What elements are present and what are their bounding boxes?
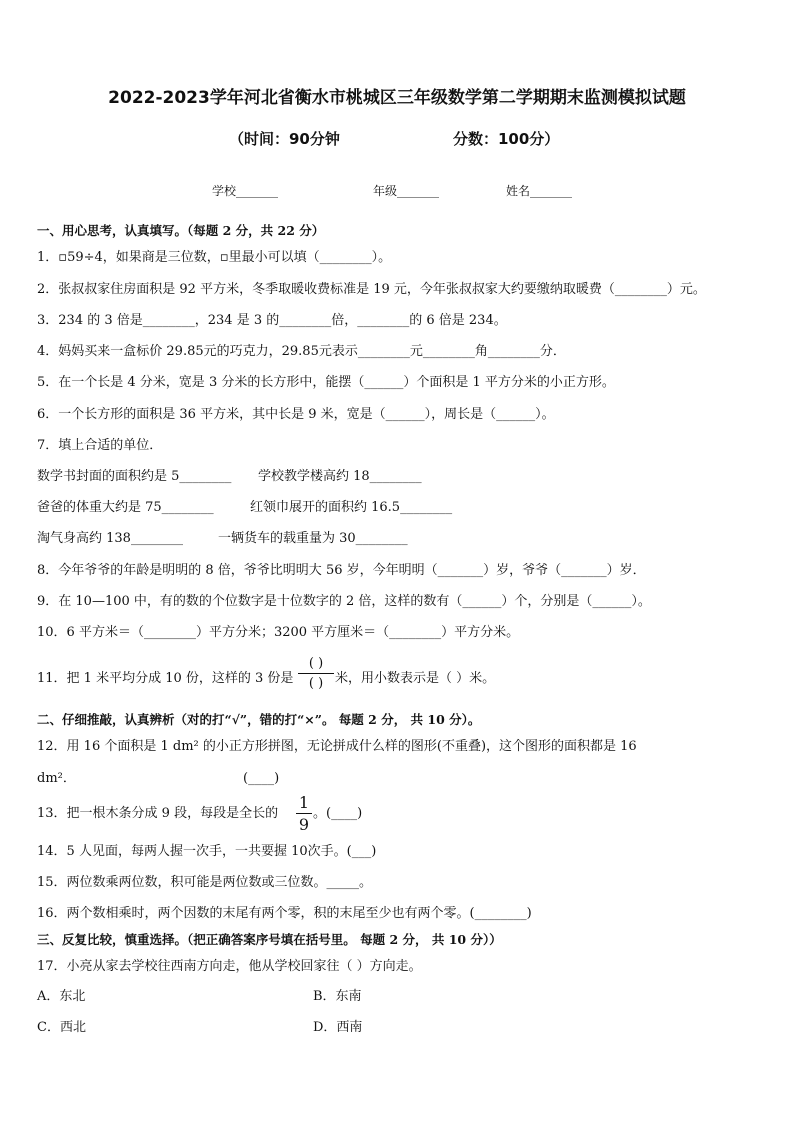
question-12-unit: dm²． (37, 771, 76, 786)
section-2-heading: 二、仔细推敲，认真辨析（对的打“√”，错的打“×”。 每题 2 分， 共 10 分）。 (37, 712, 481, 727)
question-1: 1．▫59÷4，如果商是三位数，▫里最小可以填（________）。 (37, 250, 392, 265)
fraction-numerator: 1 (298, 793, 310, 812)
question-16: 16．两个数相乘时，两个因数的末尾有两个零，积的末尾至少也有两个零。(________) (37, 906, 532, 921)
question-8: 8．今年爷爷的年龄是明明的 8 倍，爷爷比明明大 56 岁，今年明明（_______）岁，爷爷（_______）岁． (37, 563, 646, 578)
exam-score: 分数：100分） (453, 130, 560, 148)
fraction-denominator: ( ) (308, 676, 324, 691)
question-7: 7．填上合适的单位． (37, 438, 163, 453)
question-13-text: 13．把一根木条分成 9 段，每段是全长的 (37, 806, 279, 821)
question-11-fraction (298, 655, 334, 692)
grade-field: 年级_______ (373, 184, 440, 198)
section-1-heading: 一、用心思考，认真填写。（每题 2 分，共 22 分） (37, 223, 325, 238)
question-13-fraction (296, 793, 312, 834)
question-9: 9．在 10—100 中，有的数的个位数字是十位数字的 2 倍，这样的数有（______）个，分别是（______）。 (37, 594, 651, 609)
name-field: 姓名_______ (506, 184, 573, 198)
question-15: 15．两位数乘两位数，积可能是两位数或三位数。_____。 (37, 875, 373, 890)
question-7-item: 爸爸的体重大约是 75________ (37, 500, 214, 515)
question-17: 17．小亮从家去学校往西南方向走，他从学校回家往（ ）方向走。 (37, 959, 422, 974)
question-7-item: 数学书封面的面积约是 5________ (37, 469, 232, 484)
page-title: 2022-2023学年河北省衡水市桃城区三年级数学第二学期期末监测模拟试题 (108, 88, 686, 108)
option-c: C．西北 (37, 1020, 86, 1035)
exam-time: （时间：90分钟 (229, 130, 340, 148)
question-11-text: 11．把 1 米平均分成 10 份，这样的 3 份是 (37, 671, 294, 686)
question-3: 3．234 的 3 倍是________，234 是 3 的________倍，________的 6 倍是 234。 (37, 313, 507, 328)
question-11-text-end: 米，用小数表示是（ ）米。 (335, 671, 496, 686)
question-12: 12．用 16 个面积是 1 dm² 的小正方形拼图，无论拼成什么样的图形(不重叠)，这个图形的面积都是 16 (37, 739, 637, 754)
question-6: 6．一个长方形的面积是 36 平方米，其中长是 9 米，宽是（______），周长是（______）。 (37, 407, 555, 422)
question-5: 5．在一个长是 4 分米，宽是 3 分米的长方形中，能摆（______）个面积是 1 平方分米的小正方形。 (37, 375, 615, 390)
fraction-numerator: ( ) (308, 656, 324, 671)
option-d: D．西南 (313, 1020, 363, 1035)
option-b: B．东南 (313, 989, 362, 1004)
fraction-denominator: 9 (298, 815, 310, 834)
question-7-item: 红领巾展开的面积约 16.5________ (250, 500, 453, 515)
question-14: 14．5 人见面，每两人握一次手，一共要握 10次手。(___) (37, 844, 377, 859)
option-a: A．东北 (37, 989, 86, 1004)
question-13-answer: 。(____) (313, 806, 363, 821)
question-10: 10．6 平方米＝（________）平方分米；3200 平方厘米＝（________）平方分米。 (37, 625, 520, 640)
school-field: 学校_______ (212, 184, 279, 198)
question-12-answer: (____) (243, 771, 280, 786)
fraction-bar (296, 813, 312, 814)
question-4: 4．妈妈买来一盒标价 29.85元的巧克力，29.85元表示________元________角________分． (37, 344, 566, 359)
question-7-item: 学校教学楼高约 18________ (258, 469, 422, 484)
question-7-item: 淘气身高约 138________ (37, 531, 183, 546)
question-2: 2．张叔叔家住房面积是 92 平方米，冬季取暖收费标准是 19 元，今年张叔叔家大约要缴纳取暖费（________）元。 (37, 282, 706, 297)
section-3-heading: 三、反复比较，慎重选择。（把正确答案序号填在括号里。 每题 2 分， 共 10 分）） (37, 932, 502, 947)
question-7-item: 一辆货车的载重量为 30________ (218, 531, 408, 546)
fraction-bar (298, 673, 334, 674)
